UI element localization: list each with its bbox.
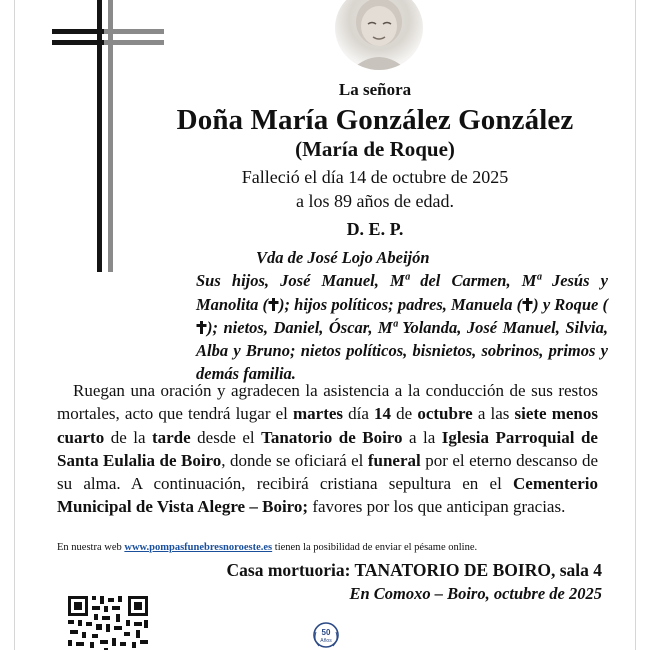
death-date: Falleció el día 14 de octubre de 2025 [241, 167, 509, 187]
badge-number: 50 [321, 628, 331, 637]
small-cross-icon [196, 317, 207, 330]
badge-word: Años [320, 638, 332, 644]
ceremony-day: martes [293, 404, 344, 424]
mortuary-line: Casa mortuoria: TANATORIO DE BOIRO, sala 4 [226, 560, 602, 580]
ceremony-church: Iglesia Parroquial de Santa Eulalia de Boiro [57, 427, 598, 470]
deceased-name: Doña María González González [176, 104, 574, 136]
web-text: En nuestra web [57, 542, 125, 553]
small-cross-icon [268, 294, 279, 307]
ceremony-time: siete menos cuarto [57, 404, 598, 447]
deceased-nickname: (María de Roque) [295, 137, 455, 161]
relatives-part: ) y Roque ( [533, 294, 608, 314]
ceremony-text: por el eterno descanso de su alma. A continuación, recibirá cristiana sepultura en el [57, 450, 598, 494]
ceremony-funeral: funeral [367, 450, 421, 470]
relatives-text [196, 269, 608, 385]
ceremony-origin: Tanatorio de Boiro [261, 427, 403, 447]
ceremony-period: tarde [151, 427, 191, 447]
widow-line: Vda de José Lojo Abeijón [256, 248, 430, 267]
rest-in-peace: D. E. P. [346, 219, 404, 239]
ceremony-text: de la [104, 427, 152, 447]
ceremony-text: desde el [190, 427, 262, 447]
ceremony-text: a las [472, 404, 515, 424]
ceremony-paragraph [57, 379, 598, 519]
family-list [196, 246, 608, 386]
ceremony-text: favores por los que anticipan gracias. [308, 497, 566, 517]
relatives-part: ); nietos, Daniel, Óscar, Mª Yolanda, José Manuel, Silvia, Alba y Bruno; nietos políticos, bisnietos, sobrinos, primos y demás familia. [196, 317, 608, 384]
ceremony-date: 14 [374, 404, 392, 424]
place-date-line: En Comoxo – Boiro, octubre de 2025 [349, 584, 602, 603]
intro-line: La señora [338, 80, 412, 99]
age-line: a los 89 años de edad. [296, 191, 454, 211]
anniversary-badge-icon [311, 620, 341, 650]
ceremony-text: Ruegan una oración y agradecen la asistencia a la conducción de sus restos mortales, acto que tendrá lugar el [57, 381, 598, 424]
relatives-part: ); hijos políticos; padres, Manuela ( [279, 294, 523, 314]
ceremony-text: de [391, 404, 418, 424]
ceremony-cemetery: Cementerio Municipal de Vista Alegre – Boiro; [57, 474, 598, 517]
ceremony-text: a la [402, 427, 442, 447]
qr-code[interactable] [66, 594, 150, 650]
ceremony-text: día [343, 404, 375, 424]
web-text: tienen la posibilidad de enviar el pésame online. [272, 542, 478, 553]
ceremony-text: , donde se oficiará el [221, 450, 368, 470]
web-condolence-line [57, 542, 602, 553]
small-cross-icon [522, 294, 533, 307]
website-link[interactable]: www.pompasfunebresnoroeste.es [124, 542, 273, 553]
ceremony-month: octubre [417, 404, 473, 424]
relatives-part: Sus hijos, José Manuel, Mª del Carmen, Mª Jesús y Manolita ( [196, 271, 608, 314]
